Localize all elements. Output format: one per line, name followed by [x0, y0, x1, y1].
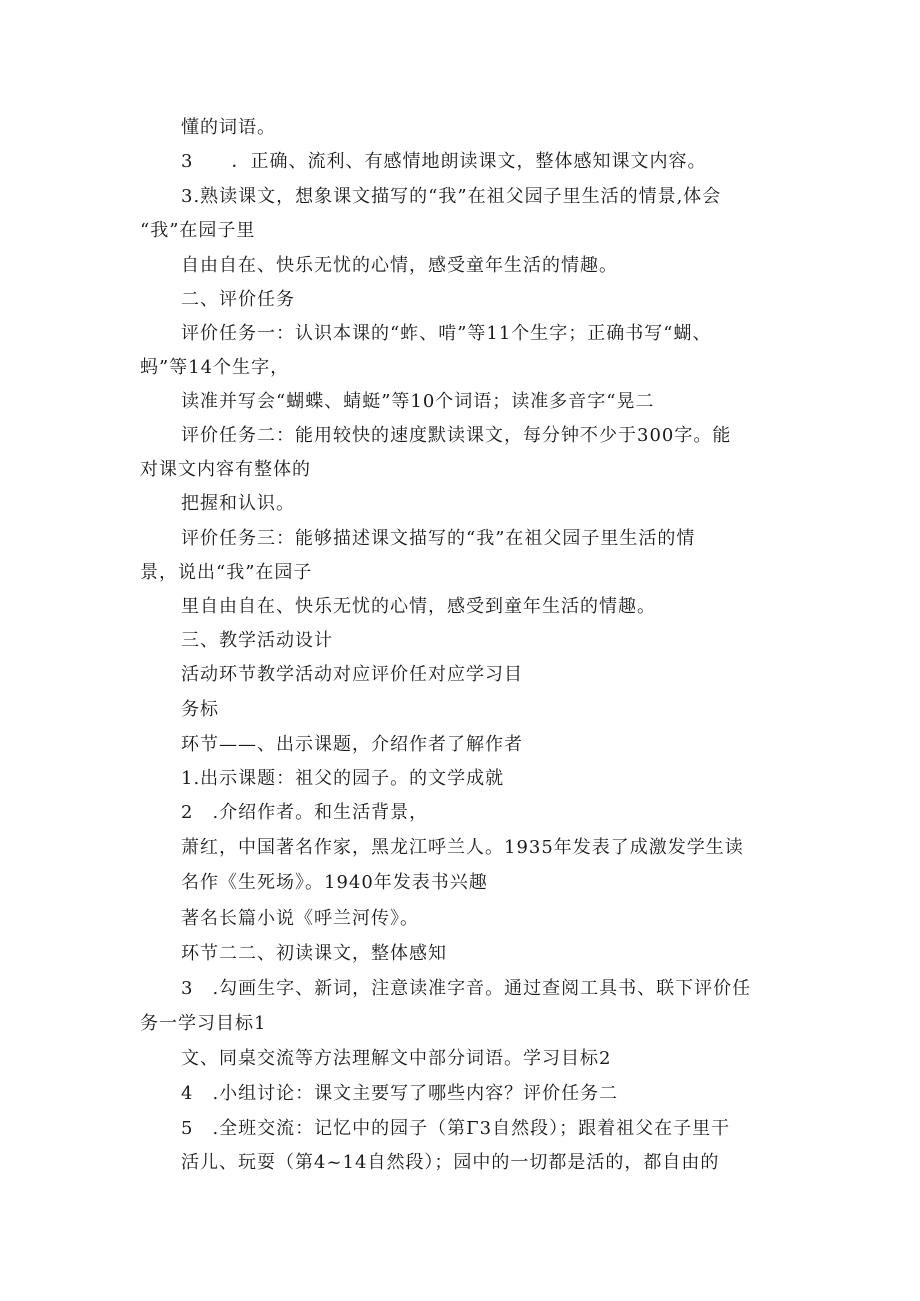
text-line: 文、同桌交流等方法理解文中部分词语。学习目标2: [181, 1048, 612, 1069]
text-line: 1.出示课题：祖父的园子。的文学成就: [181, 768, 505, 789]
text-line: 3.熟读课文，想象课文描写的“我”在祖父园子里生活的情景,体会: [181, 186, 722, 207]
text-line: 环节——、出示课题，介绍作者了解作者: [181, 734, 523, 755]
text-line: 里自由自在、快乐无忧的心情，感受到童年生活的情趣。: [181, 596, 656, 617]
text-line: 蚂”等14个生字，: [140, 357, 290, 378]
text-line: 把握和认识。: [181, 493, 295, 514]
text-line: 景，说出“我”在园子: [140, 562, 313, 583]
text-line: 2 .介绍作者。和生活背景，: [181, 802, 429, 823]
text-line: 3 ．正确、流利、有感情地朗读课文，整体感知课文内容。: [181, 151, 707, 172]
section-heading: 二、评价任务: [181, 289, 295, 310]
text-line: 萧红，中国著名作家，黑龙江呼兰人。1935年发表了成激发学生读: [181, 837, 744, 858]
text-line: 5 .全班交流：记忆中的园子（第Γ3自然段）；跟着祖父在子里干: [181, 1118, 731, 1139]
text-line: 懂的词语。: [181, 117, 276, 138]
table-header-line: 务标: [181, 699, 219, 720]
text-line: 评价任务三：能够描述课文描写的“我”在祖父园子里生活的情: [181, 528, 696, 549]
text-line: 3 .勾画生字、新词，注意读准字音。通过查阅工具书、联下评价任: [181, 978, 752, 999]
text-line: 活儿、玩耍（第4~14自然段）；园中的一切都是活的，都自由的: [181, 1152, 720, 1173]
text-line: 对课文内容有整体的: [140, 459, 311, 480]
text-line: 评价任务一：认识本课的“蚱、啃”等11个生字；正确书写“蝴、: [181, 323, 712, 344]
section-heading: 三、教学活动设计: [181, 630, 333, 651]
text-line: 环节二二、初读课文，整体感知: [181, 943, 447, 964]
text-line: 务一学习目标1: [140, 1013, 267, 1034]
text-line: 著名长篇小说《呼兰河传》。: [181, 908, 419, 929]
text-line: 自由自在、快乐无忧的心情，感受童年生活的情趣。: [181, 255, 618, 276]
text-line: 读准并写会“蝴蝶、蜻蜓”等10个词语；读准多音字“晃二: [181, 391, 655, 412]
table-header-line: 活动环节教学活动对应评价任对应学习目: [181, 664, 523, 685]
text-line: 名作《生死场》。1940年发表书兴趣: [181, 872, 488, 893]
text-line: “我”在园子里: [140, 220, 256, 241]
text-line: 评价任务二：能用较快的速度默读课文，每分钟不少于300字。能: [181, 425, 732, 446]
text-line: 4 .小组讨论：课文主要写了哪些内容？评价任务二: [181, 1083, 619, 1104]
